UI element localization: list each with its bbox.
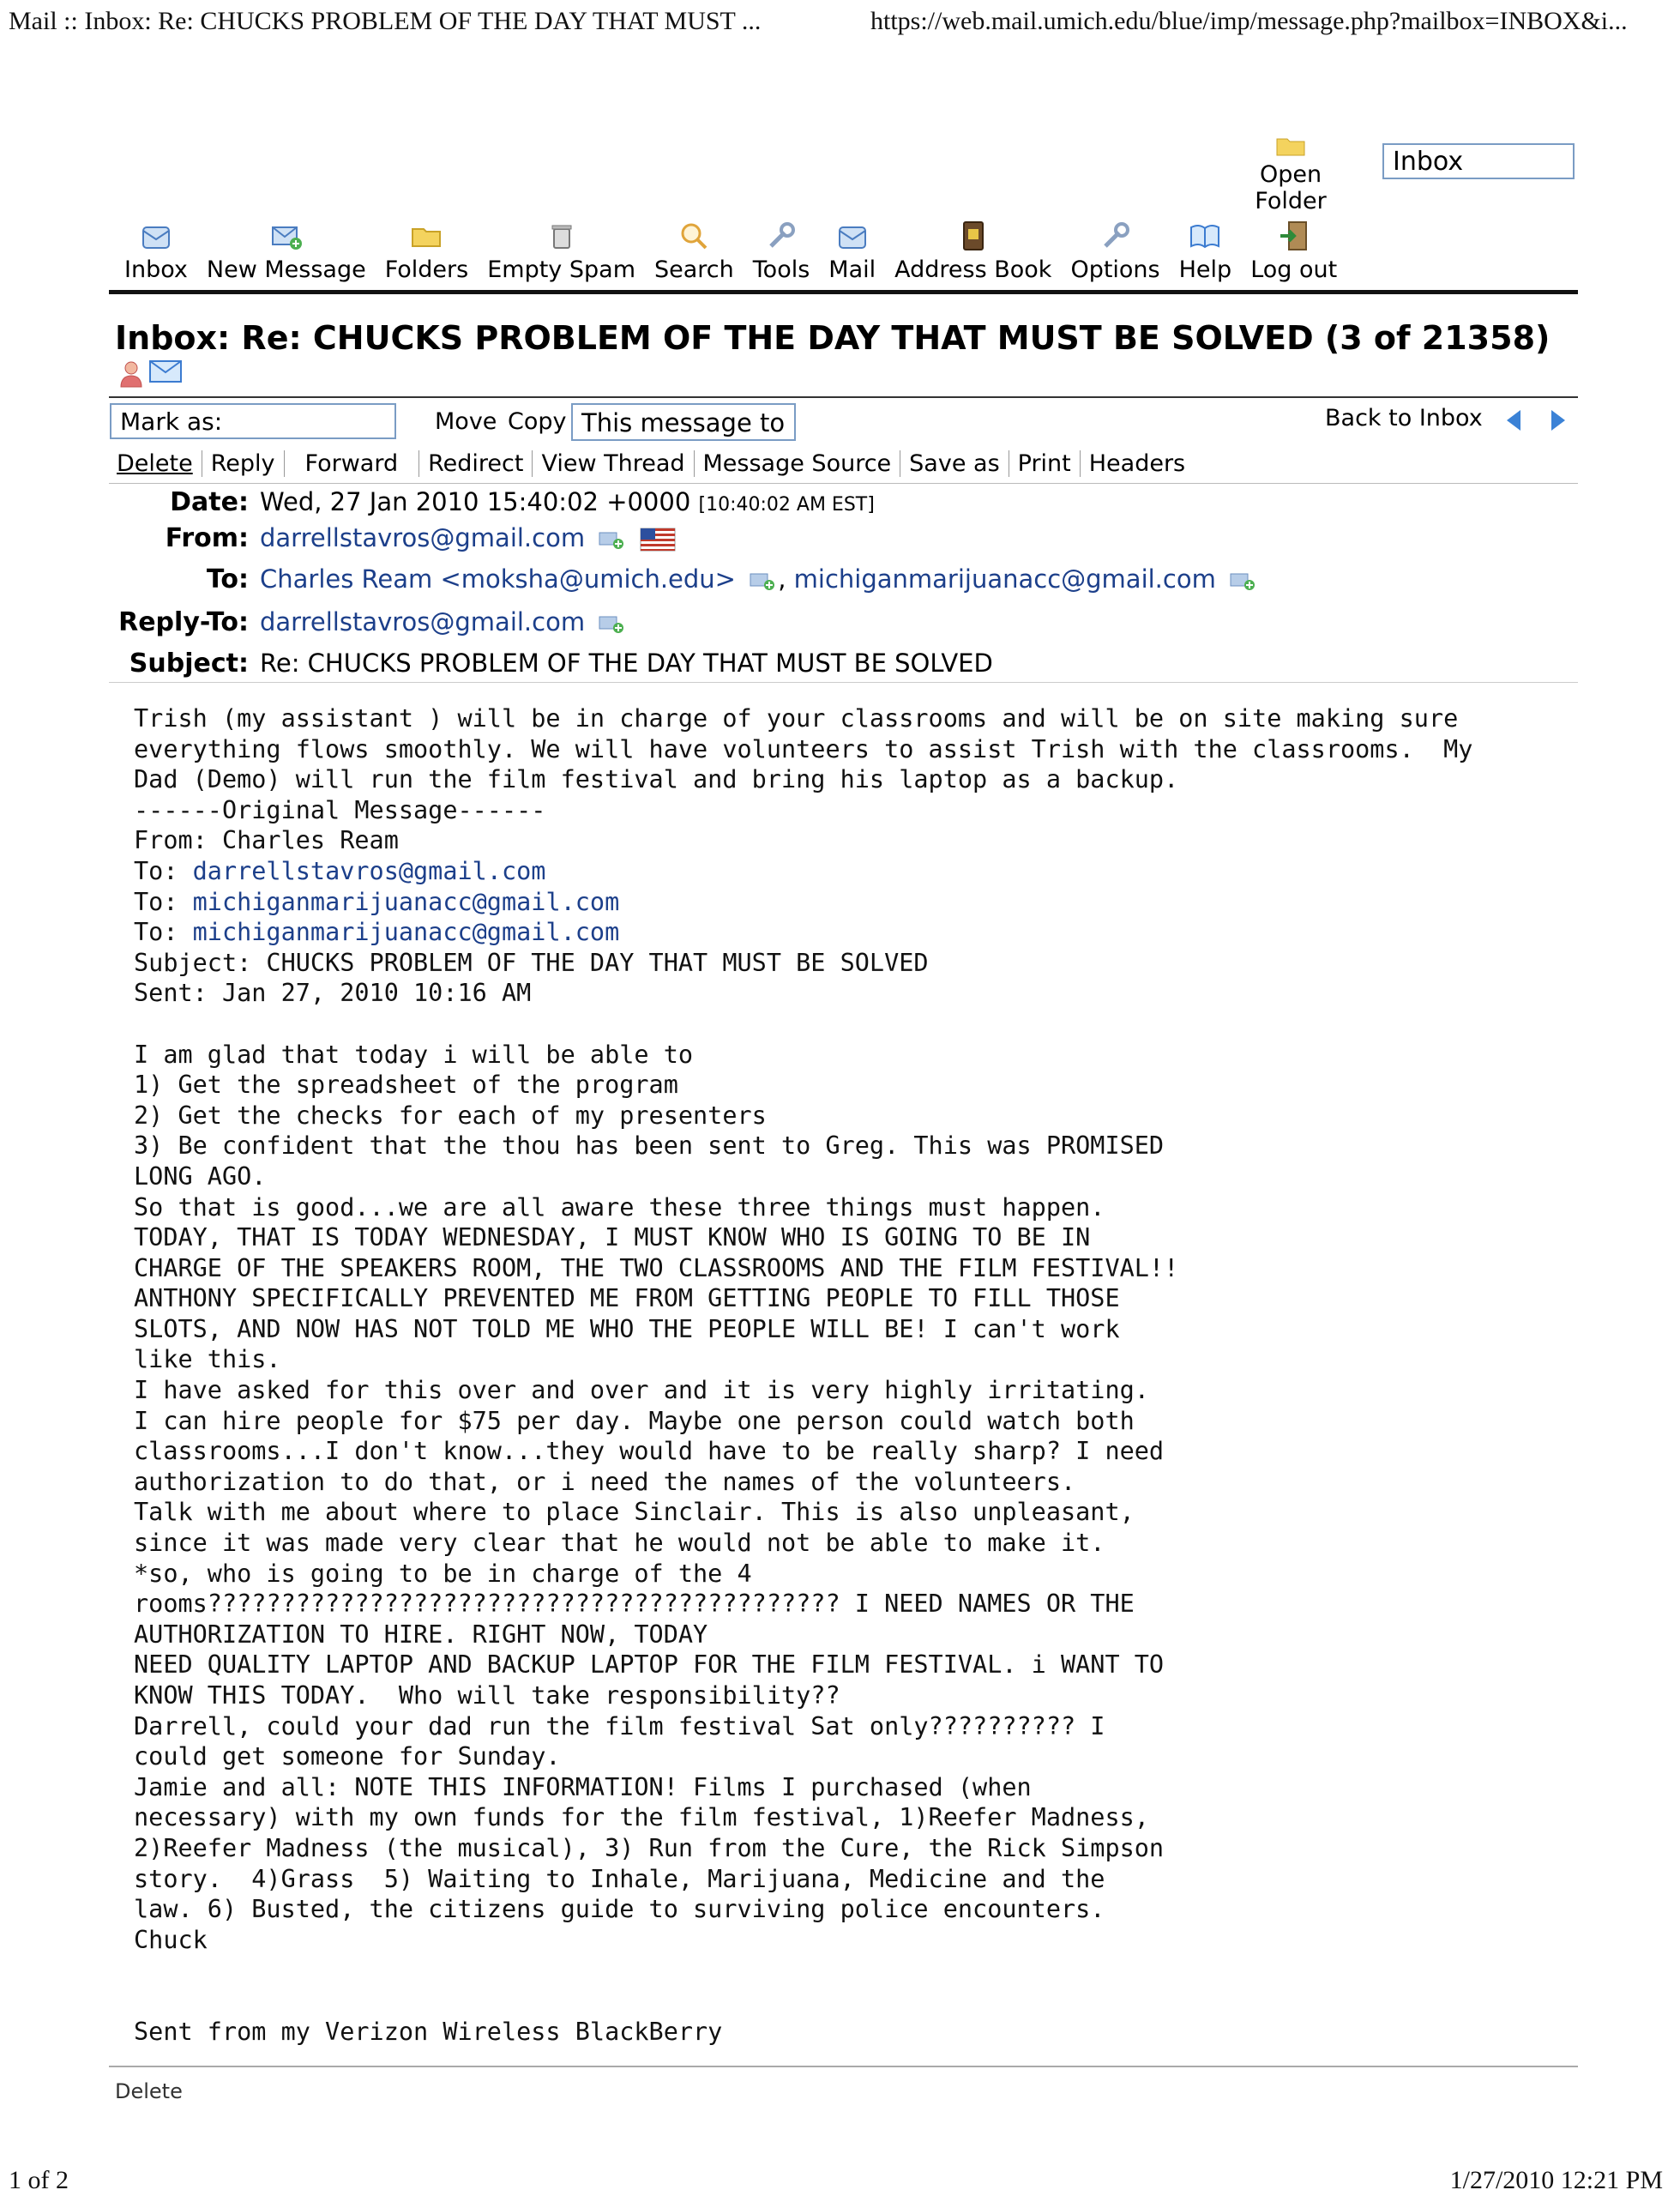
- body-line: story. 4)Grass 5) Waiting to Inhale, Marijuana, Medicine and the: [134, 1864, 1105, 1893]
- folder-select[interactable]: Inbox: [1382, 143, 1575, 179]
- wrench-icon: [764, 219, 798, 253]
- to-value: [260, 564, 1258, 594]
- body-line: since it was made very clear that he would not be able to make it.: [134, 1529, 1105, 1558]
- body-line: 1) Get the spreadsheet of the program: [134, 1071, 678, 1100]
- body-line: TODAY, THAT IS TODAY WEDNESDAY, I MUST KNOW WHO IS GOING TO BE IN: [134, 1223, 1091, 1252]
- body-line: Sent from my Verizon Wireless BlackBerry: [134, 2017, 723, 2046]
- toolbar-divider: [109, 290, 1578, 294]
- toolbar-new-message[interactable]: [207, 219, 366, 283]
- body-line: law. 6) Busted, the citizens guide to surviving police encounters.: [134, 1895, 1105, 1924]
- trash-icon: [545, 219, 579, 253]
- body-line: SLOTS, AND NOW HAS NOT TOLD ME WHO THE PEOPLE WILL BE! I can't work: [134, 1314, 1120, 1343]
- toolbar-label: Help: [1178, 256, 1232, 283]
- body-line: Darrell, could your dad run the film festival Sat only?????????? I: [134, 1711, 1105, 1741]
- body-line: everything flows smoothly. We will have volunteers to assist Trish with the classrooms. My: [134, 734, 1473, 763]
- body-line: 3) Be confident that the thou has been sent to Greg. This was PROMISED: [134, 1131, 1165, 1161]
- reply-to-value: [260, 607, 627, 636]
- address-book-icon: [956, 219, 991, 253]
- toolbar-label: New Message: [206, 256, 366, 283]
- folder-icon: [409, 219, 443, 253]
- copy-button[interactable]: Copy: [508, 408, 567, 435]
- body-email-link[interactable]: michiganmarijuanacc@gmail.com: [192, 918, 620, 947]
- from-label: From:: [165, 523, 249, 553]
- reply-to-address-link[interactable]: darrellstavros@gmail.com: [260, 607, 586, 636]
- body-email-link[interactable]: michiganmarijuanacc@gmail.com: [192, 887, 620, 916]
- inbox-icon: [139, 219, 173, 253]
- body-line: authorization to do that, or i need the names of the volunteers.: [134, 1467, 1076, 1496]
- toolbar-label: Inbox: [124, 256, 188, 283]
- toolbar-label: Log out: [1250, 256, 1338, 283]
- new-message-icon: [269, 219, 304, 253]
- folder-icon: [1276, 136, 1305, 156]
- print-footer-datetime: 1/27/2010 12:21 PM: [1449, 2166, 1663, 2194]
- search-icon: [677, 219, 711, 253]
- body-line: could get someone for Sunday.: [134, 1742, 561, 1771]
- body-line: To:: [134, 887, 193, 916]
- body-line: Trish (my assistant ) will be in charge of your classrooms and will be on site making sure: [134, 704, 1459, 733]
- message-body: [134, 703, 1472, 2047]
- toolbar-label: Tools: [752, 256, 810, 283]
- toolbar-inbox[interactable]: [124, 219, 188, 283]
- body-bottom-divider: [109, 2066, 1578, 2067]
- toolbar-empty-spam[interactable]: [487, 219, 635, 283]
- reply-to-label: Reply-To:: [118, 607, 249, 637]
- toolbar-help[interactable]: [1179, 219, 1232, 283]
- toolbar-tools[interactable]: [753, 219, 810, 283]
- back-to-inbox-link[interactable]: Back to Inbox: [1325, 405, 1483, 431]
- body-line: To:: [134, 856, 193, 885]
- body-email-link[interactable]: darrellstavros@gmail.com: [192, 856, 546, 885]
- body-line: ------Original Message------: [134, 795, 546, 824]
- open-folder-label: Open Folder: [1255, 161, 1327, 214]
- date-local: [10:40:02 AM EST]: [698, 494, 875, 516]
- body-line: rooms??????????????????????????????????????????? I NEED NAMES OR THE: [134, 1590, 1135, 1619]
- us-flag-icon: [641, 528, 675, 551]
- delete-link[interactable]: Delete: [115, 450, 202, 477]
- body-line: Subject: CHUCKS PROBLEM OF THE DAY THAT MUST BE SOLVED: [134, 948, 929, 977]
- print-link[interactable]: Print: [1009, 450, 1081, 477]
- from-value: [260, 523, 675, 552]
- main-toolbar: [124, 219, 1356, 283]
- toolbar-label: Options: [1070, 256, 1160, 283]
- message-source-link[interactable]: Message Source: [695, 450, 901, 477]
- add-contact-icon[interactable]: [749, 570, 778, 591]
- toolbar-address-book[interactable]: [894, 219, 1051, 283]
- subject-value: Re: CHUCKS PROBLEM OF THE DAY THAT MUST BE SOLVED: [260, 649, 993, 678]
- add-contact-icon[interactable]: [598, 613, 627, 634]
- headers-divider: [109, 682, 1578, 683]
- toolbar-folders[interactable]: [385, 219, 469, 283]
- body-line: I am glad that today i will be able to: [134, 1040, 694, 1069]
- body-line: So that is good...we are all aware these three things must happen.: [134, 1192, 1105, 1222]
- toolbar-label: Mail: [828, 256, 876, 283]
- toolbar-label: Folders: [384, 256, 469, 283]
- from-address-link[interactable]: darrellstavros@gmail.com: [260, 523, 586, 552]
- body-line: From: Charles Ream: [134, 826, 399, 855]
- person-icon: [118, 360, 144, 388]
- open-folder[interactable]: [1222, 136, 1359, 214]
- toolbar-mail[interactable]: [828, 219, 876, 283]
- actions-divider: [109, 483, 1578, 484]
- title-icons: [118, 360, 182, 388]
- body-line: ANTHONY SPECIFICALLY PREVENTED ME FROM GETTING PEOPLE TO FILL THOSE: [134, 1284, 1120, 1313]
- body-line: 2) Get the checks for each of my presenters: [134, 1101, 767, 1130]
- date-text: Wed, 27 Jan 2010 15:40:02 +0000: [260, 487, 691, 516]
- forward-link[interactable]: Forward: [285, 450, 420, 477]
- print-header-title: Mail :: Inbox: Re: CHUCKS PROBLEM OF THE DAY THAT MUST ...: [9, 7, 762, 35]
- to-address-link-1[interactable]: Charles Ream <moksha@umich.edu>: [260, 564, 736, 594]
- body-line: *so, who is going to be in charge of the 4: [134, 1559, 752, 1588]
- body-line: Dad (Demo) will run the film festival and bring his laptop as a backup.: [134, 765, 1179, 794]
- body-line: Chuck: [134, 1925, 208, 1954]
- wrench-icon: [1099, 219, 1133, 253]
- previous-message-icon[interactable]: [1503, 407, 1524, 433]
- date-label: Date:: [170, 487, 249, 517]
- print-header-url: https://web.mail.umich.edu/blue/imp/message.php?mailbox=INBOX&i...: [870, 7, 1628, 35]
- title-divider: [109, 396, 1578, 398]
- message-actions: [115, 450, 1194, 477]
- toolbar-label: Address Book: [894, 256, 1052, 283]
- body-line: AUTHORIZATION TO HIRE. RIGHT NOW, TODAY: [134, 1620, 708, 1649]
- body-line: CHARGE OF THE SPEAKERS ROOM, THE TWO CLASSROOMS AND THE FILM FESTIVAL!!: [134, 1253, 1179, 1282]
- to-separator: ,: [778, 564, 786, 594]
- body-line: NEED QUALITY LAPTOP AND BACKUP LAPTOP FOR THE FILM FESTIVAL. i WANT TO: [134, 1650, 1165, 1680]
- redirect-link[interactable]: Redirect: [419, 450, 533, 477]
- move-button[interactable]: Move: [435, 408, 497, 435]
- body-line: I have asked for this over and over and it is very highly irritating.: [134, 1376, 1149, 1405]
- body-line: I can hire people for $75 per day. Maybe one person could watch both: [134, 1406, 1135, 1435]
- mail-icon: [835, 219, 870, 253]
- to-address-link-2[interactable]: michiganmarijuanacc@gmail.com: [793, 564, 1216, 594]
- logout-icon: [1277, 219, 1311, 253]
- date-value: [260, 487, 875, 516]
- headers-link[interactable]: Headers: [1088, 450, 1186, 477]
- toolbar-label: Search: [654, 256, 734, 283]
- toolbar-label: Empty Spam: [487, 256, 635, 283]
- next-message-icon[interactable]: [1548, 407, 1569, 433]
- mark-as-select[interactable]: Mark as:: [110, 403, 396, 439]
- delete-link-bottom[interactable]: Delete: [115, 2079, 183, 2103]
- add-contact-icon[interactable]: [598, 529, 627, 550]
- body-line: like this.: [134, 1345, 281, 1374]
- toolbar-options[interactable]: [1070, 219, 1159, 283]
- message-title: Inbox: Re: CHUCKS PROBLEM OF THE DAY THAT MUST BE SOLVED (3 of 21358): [115, 319, 1551, 357]
- save-as-link[interactable]: Save as: [900, 450, 1009, 477]
- print-footer-page: 1 of 2: [9, 2166, 69, 2194]
- body-line: To:: [134, 918, 193, 947]
- body-line: Talk with me about where to place Sinclair. This is also unpleasant,: [134, 1498, 1135, 1527]
- body-line: necessary) with my own funds for the film festival, 1)Reefer Madness,: [134, 1803, 1149, 1832]
- toolbar-logout[interactable]: [1250, 219, 1337, 283]
- help-book-icon: [1188, 219, 1222, 253]
- toolbar-search[interactable]: [654, 219, 734, 283]
- to-label: To:: [206, 564, 249, 594]
- view-thread-link[interactable]: View Thread: [533, 450, 694, 477]
- reply-link[interactable]: Reply: [202, 450, 285, 477]
- copy-target-select[interactable]: This message to: [571, 403, 796, 441]
- body-line: Sent: Jan 27, 2010 10:16 AM: [134, 979, 532, 1008]
- body-line: Jamie and all: NOTE THIS INFORMATION! Films I purchased (when: [134, 1772, 1032, 1801]
- body-line: LONG AGO.: [134, 1161, 267, 1191]
- envelope-icon: [149, 360, 182, 383]
- add-contact-icon[interactable]: [1229, 570, 1258, 591]
- body-line: 2)Reefer Madness (the musical), 3) Run from the Cure, the Rick Simpson: [134, 1833, 1165, 1862]
- body-line: KNOW THIS TODAY. Who will take responsibility??: [134, 1681, 840, 1710]
- body-line: classrooms...I don't know...they would have to be really sharp? I need: [134, 1437, 1165, 1466]
- subject-label: Subject:: [129, 649, 249, 679]
